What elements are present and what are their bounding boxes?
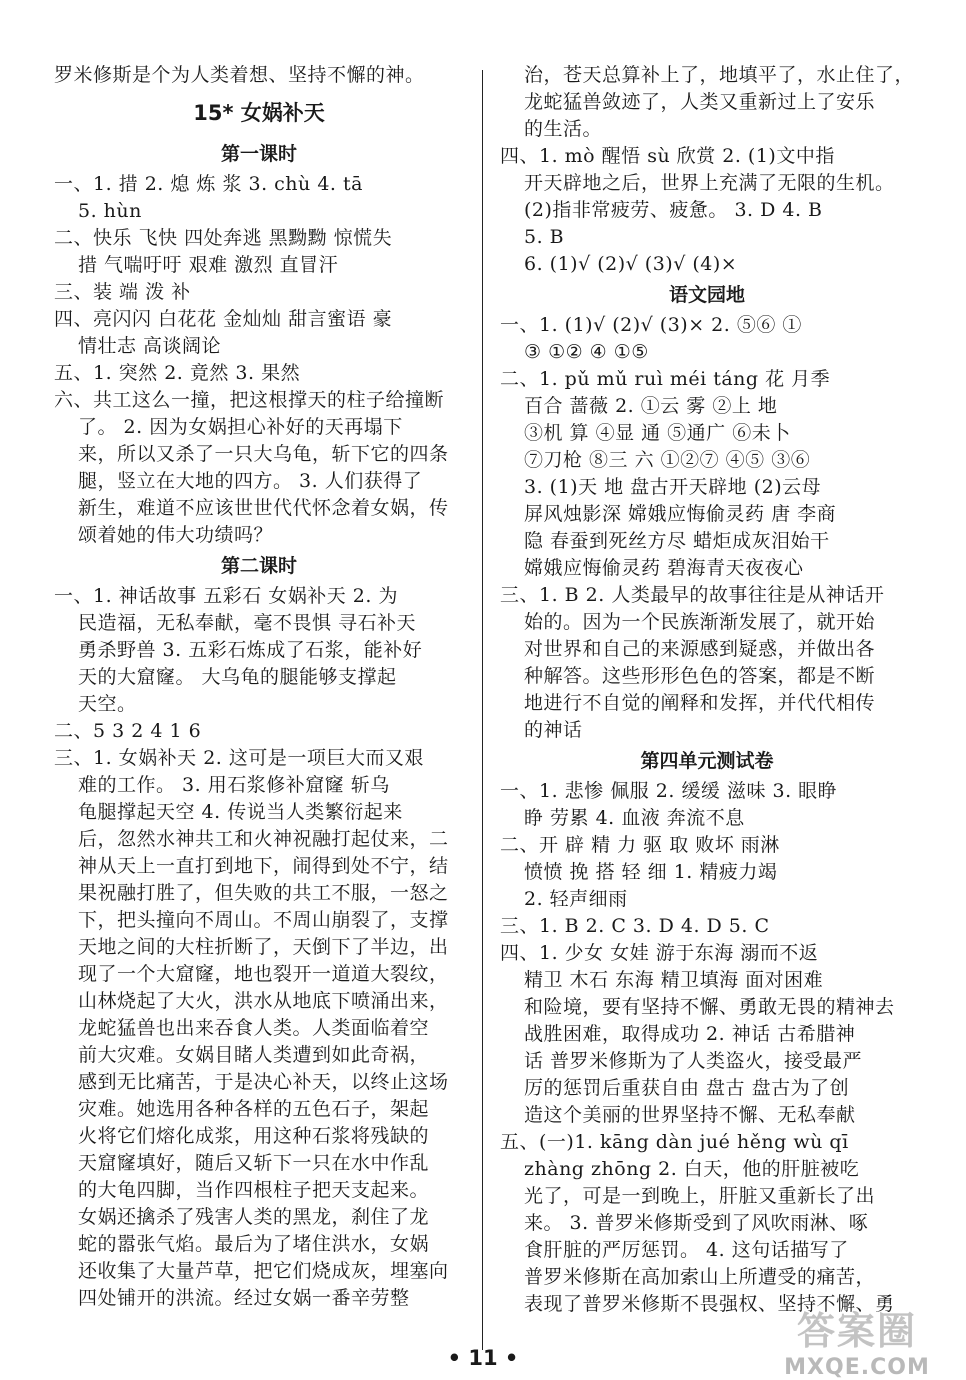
answer-line: 二、快乐 飞快 四处奔逃 黑黝黝 惊慌失 <box>54 227 393 249</box>
answer-line: 了。 2. 因为女娲担心补好的天再塌下 <box>78 416 403 438</box>
answer-line: 难的工作。 3. 用石浆修补窟窿 斩乌 <box>78 774 390 796</box>
answer-line: 精卫 木石 东海 精卫填海 面对困难 <box>524 969 824 991</box>
answer-line: 果祝融打胜了，但失败的共工不服，一怒之 <box>78 882 449 904</box>
answer-line: 和险境，要有坚持不懈、勇敢无畏的精神去 <box>524 996 895 1018</box>
answer-line: 颂着她的伟大功绩吗？ <box>78 524 274 546</box>
answer-line: 六、共工这么一撞，把这根撑天的柱子给撞断 <box>54 389 445 411</box>
answer-line: 下，把头撞向不周山。不周山崩裂了，支撑 <box>78 909 449 931</box>
answer-line: 四处铺开的洪流。经过女娲一番辛劳整 <box>78 1287 410 1309</box>
lesson2-heading: 第二课时 <box>220 555 297 577</box>
watermark-site: MXQE.COM <box>784 1355 930 1380</box>
answer-line: 三、1. 女娲补天 2. 这可是一项巨大而又艰 <box>54 747 424 769</box>
answer-line: 普罗米修斯在高加索山上所遭受的痛苦， <box>524 1266 876 1288</box>
answer-line: 种解答。这些形形色色的答案，都是不断 <box>524 665 876 687</box>
answer-line: 后，忽然水神共工和火神祝融打起仗来，二 <box>78 828 449 850</box>
answer-line: ③机 算 ④显 通 ⑤通广 ⑥未卜 <box>524 422 791 444</box>
lesson2-answers <box>54 583 464 1312</box>
answer-line: 治，苍天总算补上了，地填平了，水止住了， <box>524 64 915 86</box>
answer-line: 三、1. B 2. 人类最早的故事往往是从神话开 <box>500 584 885 606</box>
answer-line: 一、1. 悲惨 佩服 2. 缓缓 滋味 3. 眼睁 <box>500 780 838 802</box>
column-divider <box>482 70 483 1350</box>
answer-line: 对世界和自己的来源感到疑惑，并做出各 <box>524 638 876 660</box>
answer-line: 光了，可是一到晚上，肝脏又重新长了出 <box>524 1185 876 1207</box>
answer-line: 四、1. 少女 女娃 游于东海 溺而不返 <box>500 942 819 964</box>
answer-line: 二、1. pǔ mǔ ruì méi táng 花 月季 <box>500 368 831 390</box>
answer-line: 感到无比痛苦，于是决心补天，以终止这场 <box>78 1071 449 1093</box>
answer-line: 新生，难道不应该世世代代怀念着女娲，传 <box>78 497 449 519</box>
answer-line: 五、1. 突然 2. 竟然 3. 果然 <box>54 362 301 384</box>
lesson1-answers <box>54 171 464 549</box>
answer-line: 四、1. mò 醒悟 sù 欣赏 2. (1)文中指 <box>500 145 835 167</box>
answer-line: 来。 3. 普罗米修斯受到了风吹雨淋、啄 <box>524 1212 869 1234</box>
answer-line: 天地之间的大柱折断了，天倒下了半边，出 <box>78 936 449 958</box>
continued-answers <box>500 62 914 278</box>
answer-line: 屏风烛影深 嫦娥应悔偷灵药 唐 李商 <box>524 503 837 525</box>
answer-line: 一、1. 神话故事 五彩石 女娲补天 2. 为 <box>54 585 398 607</box>
answer-line: 龙蛇猛兽也出来吞食人类。人类面临着空 <box>78 1017 430 1039</box>
answer-line: 五、(一)1. kāng dàn jué hěng wù qī <box>500 1131 849 1153</box>
answer-line: 天的大窟窿。 大乌龟的腿能够支撑起 <box>78 666 397 688</box>
answer-line: 造这个美丽的世界坚持不懈、无私奉献 <box>524 1104 856 1126</box>
answer-line: 天空。 <box>78 693 137 715</box>
answer-line: 神从天上一直打到地下，闹得到处不宁，结 <box>78 855 449 877</box>
answer-line: 龙蛇猛兽敛迹了，人类又重新过上了安乐 <box>524 91 876 113</box>
answer-line: 始的。因为一个民族渐渐发展了，就开始 <box>524 611 876 633</box>
answer-line: 女娲还擒杀了残害人类的黑龙，刹住了龙 <box>78 1206 430 1228</box>
answer-line: 话 普罗米修斯为了人类盗火，接受最严 <box>524 1050 863 1072</box>
answer-line: 嫦娥应悔偷灵药 碧海青天夜夜心 <box>524 557 804 579</box>
answer-line: 现了一个大窟窿，地也裂开一道道大裂纹， <box>78 963 449 985</box>
answer-line: 三、1. B 2. C 3. D 4. D 5. C <box>500 915 770 937</box>
answer-line: 火将它们熔化成浆，用这种石浆将残缺的 <box>78 1125 430 1147</box>
answer-line: 地进行不自觉的阐释和发挥，并代代相传 <box>524 692 876 714</box>
right-column <box>500 62 914 1318</box>
answer-line: 腿，竖立在大地的四方。 3. 人们获得了 <box>78 470 423 492</box>
answer-line: 睁 劳累 4. 血液 奔流不息 <box>524 807 745 829</box>
answer-line: 的神话 <box>524 719 583 741</box>
unit-test-heading: 第四单元测试卷 <box>640 750 774 772</box>
answer-line: 5. hùn <box>78 200 142 222</box>
answer-line: 蛇的嚣张气焰。最后为了堵住洪水，女娲 <box>78 1233 430 1255</box>
answer-line: ③ ①② ④ ①⑤ <box>524 341 649 363</box>
answer-line: 三、装 端 泼 补 <box>54 281 191 303</box>
answer-line: 天窟窿填好，随后又斩下一只在水中作乱 <box>78 1152 430 1174</box>
answer-line: 愤愤 挽 搭 轻 细 1. 精疲力竭 <box>524 861 778 883</box>
answer-line: 灾难。她选用各种各样的五色石子，架起 <box>78 1098 430 1120</box>
answer-line: 情壮志 高谈阔论 <box>78 335 222 357</box>
answer-line: 6. (1)√ (2)√ (3)√ (4)× <box>524 253 738 275</box>
lesson-title: 15* 女娲补天 <box>193 101 325 125</box>
answer-line: 二、5 3 2 4 1 6 <box>54 720 202 742</box>
answer-line: 厉的惩罚后重获自由 盘古 盘古为了创 <box>524 1077 850 1099</box>
answer-line: 山林烧起了大火，洪水从地底下喷涌出来， <box>78 990 449 1012</box>
answer-line: 食肝脏的严厉惩罚。 4. 这句话描写了 <box>524 1239 849 1261</box>
intro-line: 罗米修斯是个为人类着想、坚持不懈的神。 <box>54 64 425 86</box>
unit-test-answers <box>500 778 914 1318</box>
answer-line: 隐 春蚕到死丝方尽 蜡炬成灰泪始干 <box>524 530 830 552</box>
answer-line: ⑦刀枪 ⑧三 六 ①②⑦ ④⑤ ③⑥ <box>524 449 811 471</box>
answer-line: 二、开 辟 精 力 驱 取 败坏 雨淋 <box>500 834 780 856</box>
answer-line: 一、1. (1)√ (2)√ (3)× 2. ⑤⑥ ① <box>500 314 802 336</box>
garden-answers <box>500 312 914 744</box>
left-column <box>54 62 464 1312</box>
answer-line: 来，所以又杀了一只大乌龟，斩下它的四条 <box>78 443 449 465</box>
page-number: • 11 • <box>447 1346 519 1370</box>
answer-line: 2. 轻声细雨 <box>524 888 628 910</box>
answer-line: 龟腿撑起天空 4. 传说当人类繁衍起来 <box>78 801 403 823</box>
answer-line: 3. (1)天 地 盘古开天辟地 (2)云母 <box>524 476 822 498</box>
answer-line: 一、1. 措 2. 熄 炼 浆 3. chù 4. tā <box>54 173 363 195</box>
answer-line: 战胜困难，取得成功 2. 神话 古希腊神 <box>524 1023 856 1045</box>
answer-line: (2)指非常疲劳、疲惫。 3. D 4. B <box>524 199 823 221</box>
answer-line: zhàng zhōng 2. 白天，他的肝脏被吃 <box>524 1158 860 1180</box>
answer-line: 民造福，无私奉献，毫不畏惧 寻石补天 <box>78 612 417 634</box>
answer-line: 百合 蔷薇 2. ①云 雾 ②上 地 <box>524 395 778 417</box>
answer-line: 勇杀野兽 3. 五彩石炼成了石浆，能补好 <box>78 639 423 661</box>
watermark <box>762 1300 952 1380</box>
answer-line: 表现了普罗米修斯不畏强权、坚持不懈、勇 <box>524 1293 895 1315</box>
answer-line: 四、亮闪闪 白花花 金灿灿 甜言蜜语 豪 <box>54 308 393 330</box>
answer-line: 5. B <box>524 226 565 248</box>
answer-line: 前大灾难。女娲目睹人类遭到如此奇祸， <box>78 1044 430 1066</box>
answer-line: 的大龟四脚，当作四根柱子把天支起来。 <box>78 1179 430 1201</box>
garden-heading: 语文园地 <box>668 284 745 306</box>
answer-line: 的生活。 <box>524 118 603 140</box>
lesson1-heading: 第一课时 <box>220 143 297 165</box>
answer-line: 开天辟地之后，世界上充满了无限的生机。 <box>524 172 895 194</box>
answer-line: 措 气喘吁吁 艰难 激烈 直冒汗 <box>78 254 339 276</box>
answer-line: 还收集了大量芦草，把它们烧成灰，埋塞向 <box>78 1260 449 1282</box>
watermark-logo: 答案圈 <box>796 1309 917 1353</box>
